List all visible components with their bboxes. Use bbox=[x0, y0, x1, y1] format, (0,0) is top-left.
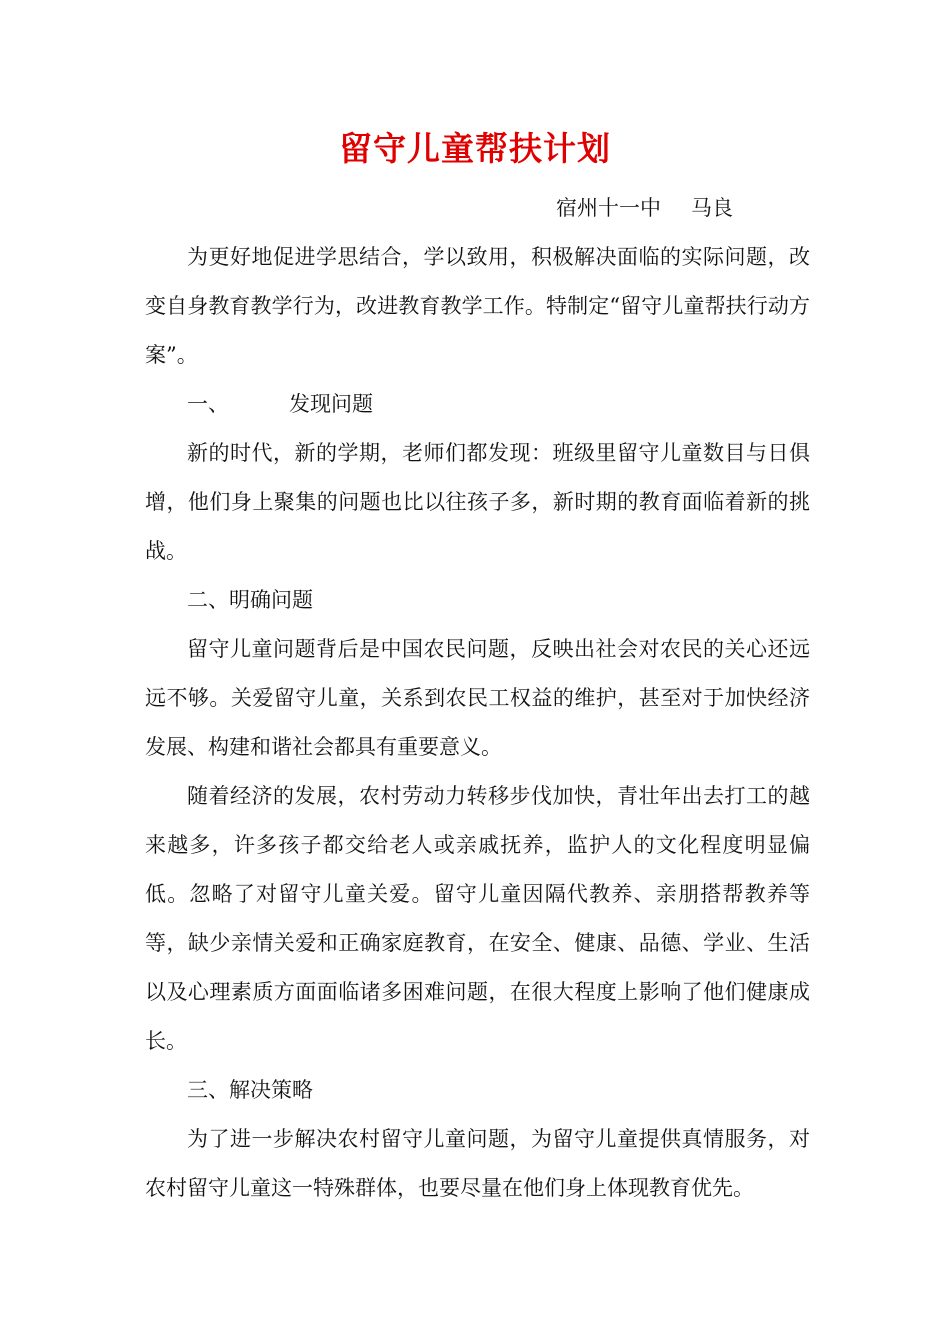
section-3-heading: 三、解决策略 bbox=[187, 1078, 313, 1102]
intro-paragraph: 为更好地促进学思结合，学以致用，积极解决面临的实际问题，改变自身教育教学行为，改进教育教学工作。特制定“留守儿童帮扶行动方案”。 bbox=[145, 245, 810, 367]
section-1-heading bbox=[145, 380, 810, 429]
section-3-paragraph-1: 为了进一步解决农村留守儿童问题，为留守儿童提供真情服务，对农村留守儿童这一特殊群体，也要尽量在他们身上体现教育优先。 bbox=[145, 1127, 810, 1200]
section-1-title: 发现问题 bbox=[289, 392, 373, 416]
author-line bbox=[556, 190, 733, 226]
section-1-paragraph: 新的时代，新的学期，老师们都发现：班级里留守儿童数目与日俱增，他们身上聚集的问题也比以往孩子多，新时期的教育面临着新的挑战。 bbox=[145, 441, 810, 563]
section-2-paragraph-1: 留守儿童问题背后是中国农民问题，反映出社会对农民的关心还远远不够。关爱留守儿童，关系到农民工权益的维护，甚至对于加快经济发展、构建和谐社会都具有重要意义。 bbox=[145, 637, 810, 759]
document-body bbox=[145, 233, 810, 1213]
author-name: 马良 bbox=[691, 196, 733, 220]
author-school: 宿州十一中 bbox=[556, 196, 661, 220]
section-2-heading: 二、明确问题 bbox=[187, 588, 313, 612]
document-title: 留守儿童帮扶计划 bbox=[339, 129, 611, 168]
section-2-paragraph-2: 随着经济的发展，农村劳动力转移步伐加快，青壮年出去打工的越来越多，许多孩子都交给老人或亲戚抚养，监护人的文化程度明显偏低。忽略了对留守儿童关爱。留守儿童因隔代教养、亲朋搭帮教养等等，缺少亲情关爱和正确家庭教育，在安全、健康、品德、学业、生活以及心理素质方面面临诸多困难问题，在很大程度上影响了他们健康成长。 bbox=[145, 784, 810, 1053]
section-1-number: 一、 bbox=[187, 392, 229, 416]
